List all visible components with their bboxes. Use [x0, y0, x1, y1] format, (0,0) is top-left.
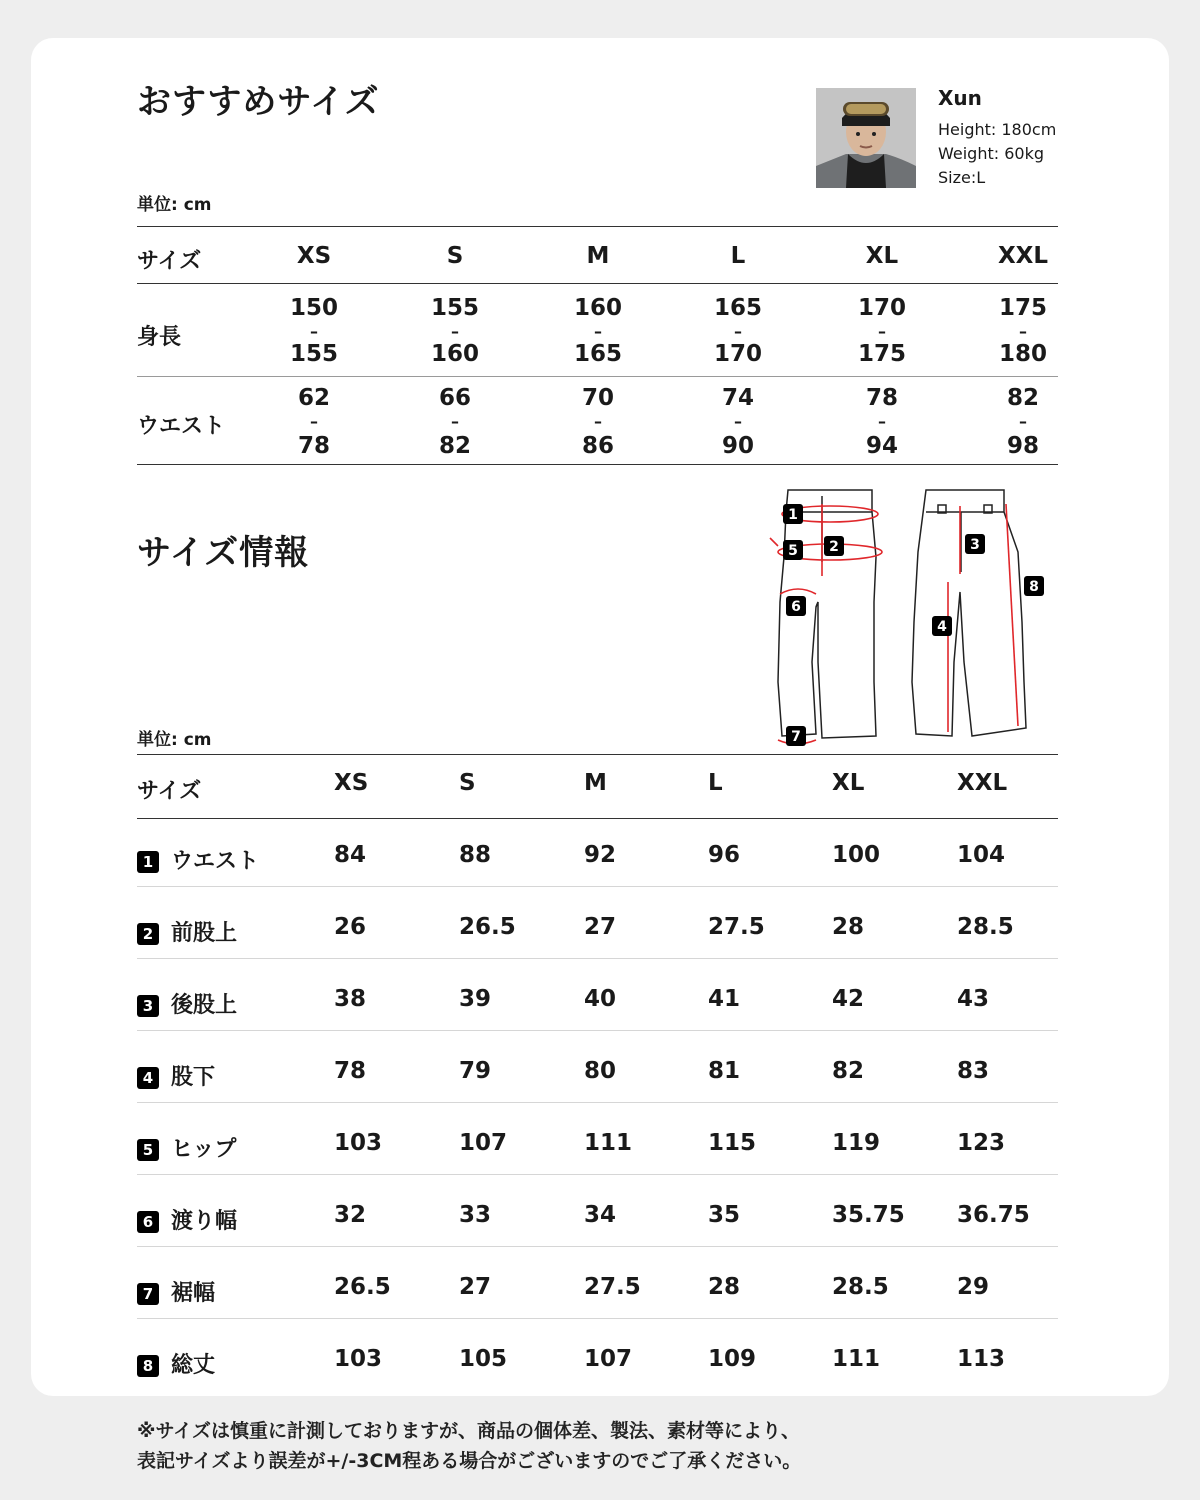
size-header-cell: M: [586, 243, 610, 269]
range-dash: –: [1019, 322, 1027, 341]
measure-number-badge: 4: [137, 1067, 159, 1089]
measure-value: 39: [459, 986, 492, 1012]
measure-value: 28.5: [957, 914, 1014, 940]
measure-value: 103: [334, 1130, 383, 1156]
waist-max: 90: [721, 433, 754, 459]
measure-number-badge: 5: [137, 1139, 159, 1161]
size-header-cell: XL: [865, 243, 899, 269]
recommend-size-header: サイズ: [137, 249, 202, 274]
model-weight: Weight: 60kg: [938, 144, 1044, 163]
height-min: 160: [573, 295, 622, 321]
row-divider: [137, 1102, 1058, 1103]
measure-value: 28: [708, 1274, 741, 1300]
height-min: 165: [713, 295, 762, 321]
size-header-cell: L: [730, 243, 746, 269]
measure-value: 109: [708, 1346, 757, 1372]
measure-value: 34: [584, 1202, 617, 1228]
size-header-cell: S: [446, 243, 464, 269]
table-divider: [137, 464, 1058, 465]
measure-label: 渡り幅: [171, 1209, 238, 1234]
waist-max: 78: [297, 433, 330, 459]
measure-value: 119: [832, 1130, 881, 1156]
row-divider: [137, 1030, 1058, 1031]
size-info-title: サイズ情報: [137, 533, 310, 573]
measure-value: 27: [584, 914, 617, 940]
height-min: 155: [430, 295, 479, 321]
measure-value: 29: [957, 1274, 990, 1300]
table-divider: [137, 283, 1058, 284]
measure-number-badge: 8: [137, 1355, 159, 1377]
size-info-unit: 単位: cm: [137, 730, 212, 750]
size-header-cell: M: [584, 770, 607, 796]
model-size: Size:L: [938, 168, 986, 187]
measure-value: 27.5: [708, 914, 765, 940]
model-name: Xun: [938, 86, 982, 110]
measure-label: 股下: [171, 1065, 216, 1090]
diagram-badge-7: 7: [791, 729, 801, 745]
size-header-cell: XL: [832, 770, 865, 796]
measure-value: 35: [708, 1202, 741, 1228]
diagram-badge-2: 2: [829, 539, 839, 555]
range-dash: –: [594, 412, 602, 431]
measure-label: ウエスト: [171, 849, 260, 874]
measure-value: 113: [957, 1346, 1006, 1372]
measure-value: 33: [459, 1202, 492, 1228]
measure-label: 後股上: [171, 993, 238, 1018]
measure-number-badge: 7: [137, 1283, 159, 1305]
row-divider: [137, 1174, 1058, 1175]
measure-value: 26.5: [334, 1274, 391, 1300]
measure-value: 88: [459, 842, 492, 868]
table-divider: [137, 376, 1058, 377]
disclaimer-line-1: ※サイズは慎重に計測しておりますが、商品の個体差、製法、素材等により、: [137, 1420, 800, 1442]
waist-min: 78: [865, 385, 898, 411]
measure-value: 42: [832, 986, 865, 1012]
model-height: Height: 180cm: [938, 120, 1057, 139]
measure-value: 36.75: [957, 1202, 1030, 1228]
waist-min: 74: [721, 385, 754, 411]
info-size-header: サイズ: [137, 779, 202, 804]
measure-value: 111: [584, 1130, 633, 1156]
diagram-badge-5: 5: [788, 543, 798, 559]
measure-value: 84: [334, 842, 367, 868]
measure-value: 83: [957, 1058, 990, 1084]
measure-value: 79: [459, 1058, 492, 1084]
measure-value: 43: [957, 986, 990, 1012]
size-header-cell: XS: [334, 770, 369, 796]
diagram-badge-8: 8: [1029, 579, 1039, 595]
waist-min: 70: [581, 385, 614, 411]
waist-min: 82: [1006, 385, 1039, 411]
measure-value: 80: [584, 1058, 617, 1084]
waist-max: 98: [1006, 433, 1039, 459]
disclaimer-line-2: 表記サイズより誤差が+/-3CM程ある場合がございますのでご了承ください。: [137, 1450, 802, 1472]
diagram-badge-3: 3: [970, 537, 980, 553]
measure-value: 27.5: [584, 1274, 641, 1300]
measure-value: 103: [334, 1346, 383, 1372]
table-divider: [137, 226, 1058, 227]
height-min: 175: [998, 295, 1047, 321]
measure-value: 32: [334, 1202, 367, 1228]
row-divider: [137, 1318, 1058, 1319]
height-max: 155: [289, 341, 338, 367]
measure-value: 115: [708, 1130, 757, 1156]
range-dash: –: [878, 322, 886, 341]
range-dash: –: [310, 322, 318, 341]
waist-max: 82: [438, 433, 471, 459]
row-divider: [137, 1246, 1058, 1247]
range-dash: –: [878, 412, 886, 431]
measure-value: 92: [584, 842, 617, 868]
measure-value: 100: [832, 842, 881, 868]
row-label: [137, 1132, 236, 1163]
measure-value: 104: [957, 842, 1006, 868]
measure-value: 40: [584, 986, 617, 1012]
height-min: 170: [857, 295, 906, 321]
height-max: 165: [573, 341, 622, 367]
row-label: [137, 844, 259, 875]
height-max: 170: [713, 341, 762, 367]
range-dash: –: [734, 322, 742, 341]
diagram-badge-6: 6: [791, 599, 801, 615]
measure-value: 81: [708, 1058, 741, 1084]
table-divider: [137, 818, 1058, 819]
measure-label: 前股上: [171, 921, 238, 946]
measure-number-badge: 2: [137, 923, 159, 945]
diagram-badge-1: 1: [788, 507, 798, 523]
row-label: [137, 1060, 215, 1091]
row-label-waist: ウエスト: [137, 414, 226, 439]
range-dash: –: [451, 412, 459, 431]
measure-value: 26.5: [459, 914, 516, 940]
measure-value: 38: [334, 986, 367, 1012]
measure-label: 裾幅: [171, 1281, 216, 1306]
waist-min: 62: [297, 385, 330, 411]
measure-value: 96: [708, 842, 741, 868]
range-dash: –: [734, 412, 742, 431]
row-label-height: 身長: [137, 325, 182, 350]
range-dash: –: [451, 322, 459, 341]
row-label: [137, 1348, 215, 1379]
measure-value: 28.5: [832, 1274, 889, 1300]
measure-value: 111: [832, 1346, 881, 1372]
range-dash: –: [1019, 412, 1027, 431]
measure-label: 総丈: [171, 1353, 216, 1378]
measure-value: 26: [334, 914, 367, 940]
row-label: [137, 988, 237, 1019]
height-min: 150: [289, 295, 338, 321]
range-dash: –: [310, 412, 318, 431]
recommend-title: おすすめサイズ: [137, 82, 380, 122]
measure-value: 107: [459, 1130, 508, 1156]
size-header-cell: L: [708, 770, 723, 796]
row-label: [137, 1204, 237, 1235]
height-max: 175: [857, 341, 906, 367]
model-photo: [816, 88, 916, 188]
size-header-cell: S: [459, 770, 476, 796]
measure-value: 105: [459, 1346, 508, 1372]
row-divider: [137, 886, 1058, 887]
range-dash: –: [594, 322, 602, 341]
size-header-cell: XXL: [957, 770, 1008, 796]
measure-value: 82: [832, 1058, 865, 1084]
height-max: 180: [998, 341, 1047, 367]
diagram-badge-4: 4: [937, 619, 947, 635]
waist-max: 86: [581, 433, 614, 459]
measure-value: 28: [832, 914, 865, 940]
size-header-cell: XS: [296, 243, 332, 269]
measure-number-badge: 6: [137, 1211, 159, 1233]
row-divider: [137, 958, 1058, 959]
measure-value: 123: [957, 1130, 1006, 1156]
measure-value: 107: [584, 1346, 633, 1372]
measure-value: 41: [708, 986, 741, 1012]
height-max: 160: [430, 341, 479, 367]
pants-measurement-diagram: [756, 482, 1056, 748]
measure-value: 27: [459, 1274, 492, 1300]
row-label: [137, 916, 237, 947]
measure-number-badge: 3: [137, 995, 159, 1017]
waist-max: 94: [865, 433, 898, 459]
recommend-unit: 単位: cm: [137, 195, 212, 215]
row-label: [137, 1276, 215, 1307]
measure-label: ヒップ: [171, 1137, 237, 1162]
measure-number-badge: 1: [137, 851, 159, 873]
table-divider: [137, 754, 1058, 755]
waist-min: 66: [438, 385, 471, 411]
measure-value: 78: [334, 1058, 367, 1084]
measure-value: 35.75: [832, 1202, 905, 1228]
size-header-cell: XXL: [997, 243, 1049, 269]
